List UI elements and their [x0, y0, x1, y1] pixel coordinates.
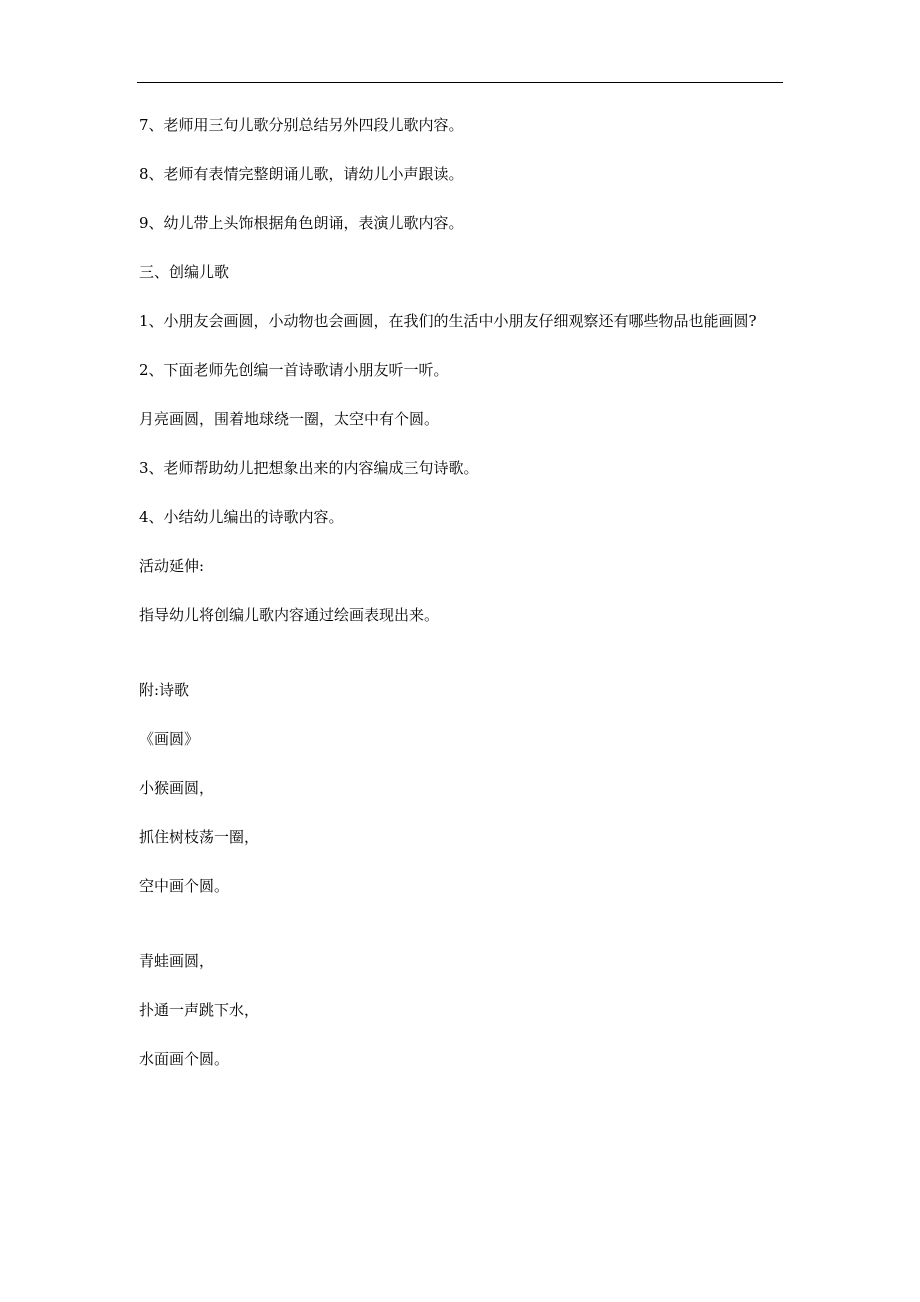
create-step-2-paragraph: 2、下面老师先创编一首诗歌请小朋友听一听。: [139, 361, 449, 379]
create-step-4-paragraph: 4、小结幼儿编出的诗歌内容。: [139, 508, 344, 526]
document-body: [139, 112, 784, 1095]
poem-line: 扑通一声跳下水，: [139, 1001, 260, 1019]
poem-line: 青蛙画圆，: [139, 952, 215, 970]
poem-line: 空中画个圆。: [139, 877, 230, 895]
step-9-paragraph: 9、幼儿带上头饰根据角色朗诵，表演儿歌内容。: [139, 214, 464, 232]
poem-line: 小猴画圆，: [139, 779, 215, 797]
poem-line: 抓住树枝荡一圈，: [139, 828, 260, 846]
section-heading-create-song: 三、创编儿歌: [139, 263, 230, 281]
activity-extension-paragraph: 指导幼儿将创编儿歌内容通过绘画表现出来。: [139, 606, 440, 624]
poem-title: 《画圆》: [139, 730, 200, 748]
poem-line: 水面画个圆。: [139, 1050, 230, 1068]
step-7-paragraph: 7、老师用三句儿歌分别总结另外四段儿歌内容。: [139, 116, 464, 134]
step-8-paragraph: 8、老师有表情完整朗诵儿歌，请幼儿小声跟读。: [139, 165, 464, 183]
moon-poem-line: 月亮画圆，围着地球绕一圈，太空中有个圆。: [139, 410, 440, 428]
appendix-heading: 附:诗歌: [139, 681, 190, 699]
activity-extension-heading: 活动延伸:: [139, 557, 205, 575]
create-step-1-paragraph: 1、小朋友会画圆，小动物也会画圆，在我们的生活中小朋友仔细观察还有哪些物品也能画圆?: [139, 312, 757, 330]
create-step-3-paragraph: 3、老师帮助幼儿把想象出来的内容编成三句诗歌。: [139, 459, 479, 477]
header-rule: [137, 82, 783, 83]
